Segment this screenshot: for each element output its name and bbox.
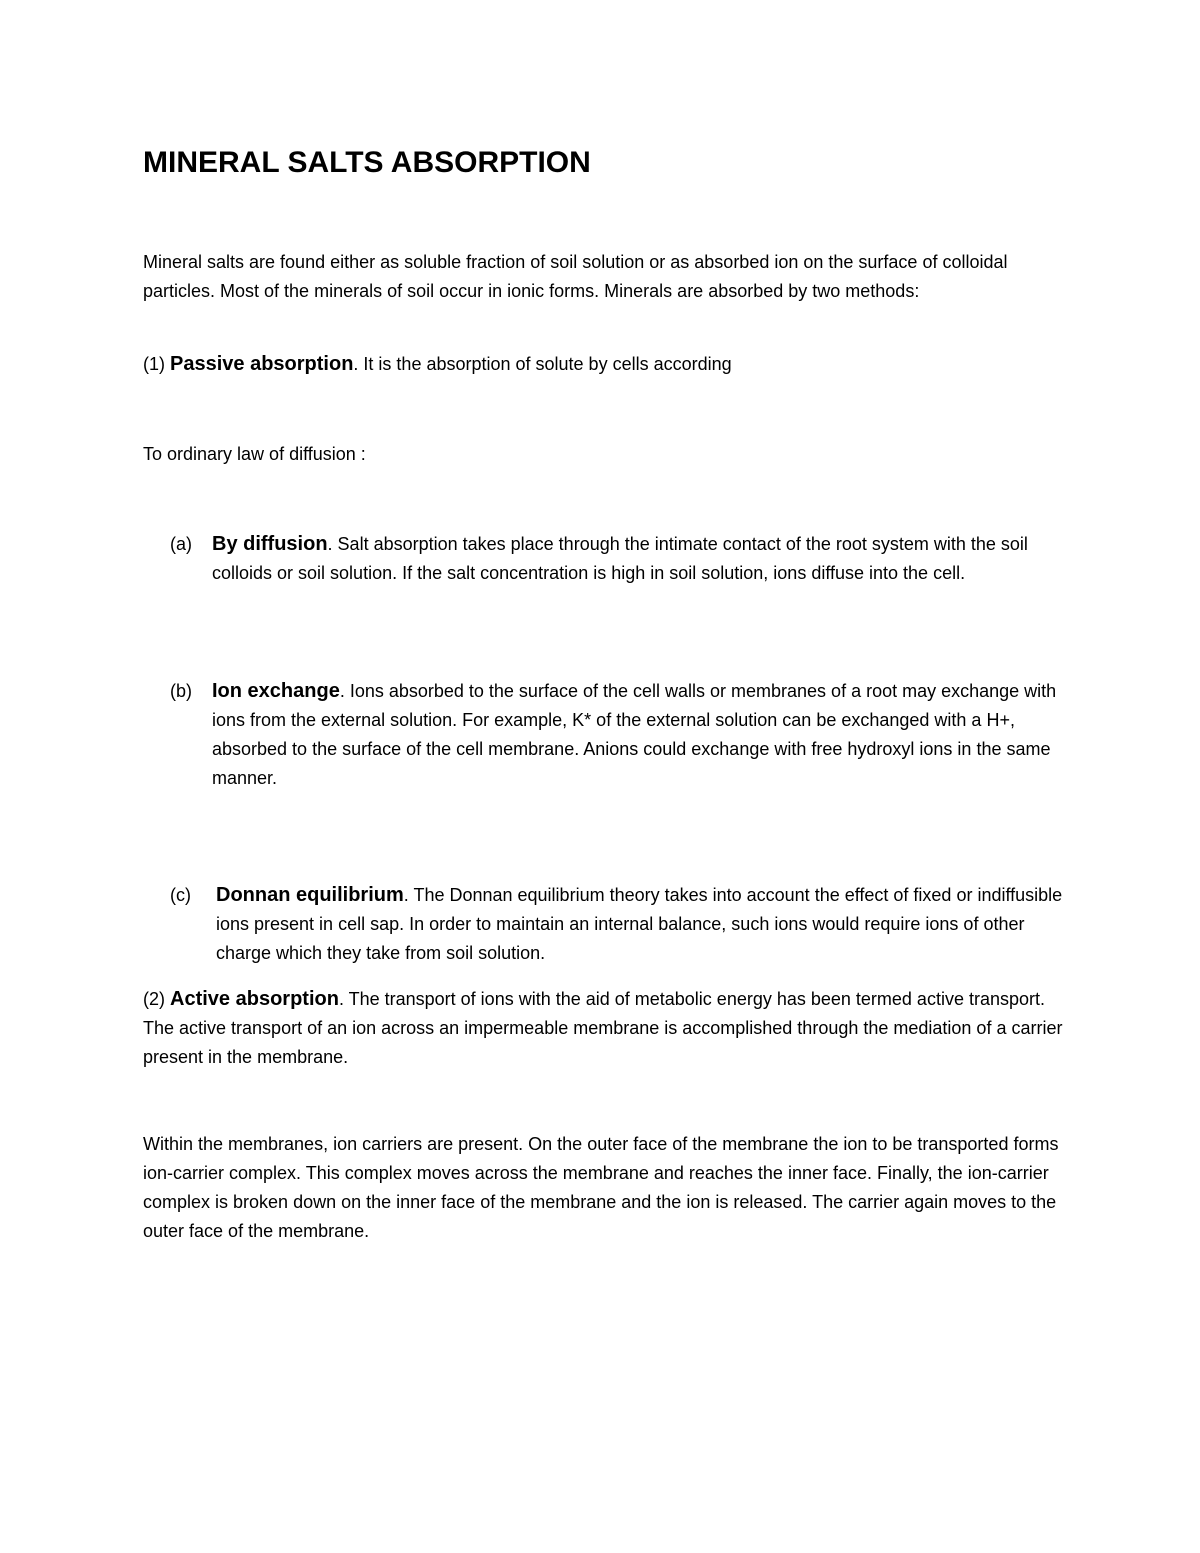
passive-text: . It is the absorption of solute by cells according (353, 354, 732, 374)
list-item-text: . Ions absorbed to the surface of the cell walls or membranes of a root may exchange with ions from the external solution. For example, K* of the external solution can be exchanged with a H+, absorbed to the surface of the cell membrane. Anions could exchange with free hydroxyl ions in the same manner. (212, 681, 1057, 788)
active-number: (2) (143, 989, 165, 1009)
list-marker: (a) (170, 534, 192, 554)
diffusion-law-paragraph: To ordinary law of diffusion : (143, 444, 366, 464)
active-text: . The transport of ions with the aid of metabolic energy has been termed active transport. The active transport of an ion across an impermeable membrane is accomplished through the mediation of a carrier present in the membrane. (143, 989, 1063, 1067)
list-item-heading: Donnan equilibrium (216, 884, 404, 906)
active-heading: Active absorption (170, 988, 339, 1010)
intro-paragraph: Mineral salts are found either as soluble fraction of soil solution or as absorbed ion on the surface of colloidal particles. Most of the minerals of soil occur in ionic forms. Minerals are absorbed by two methods: (143, 252, 1008, 301)
list-marker: (c) (170, 885, 191, 905)
document-title: MINERAL SALTS ABSORPTION (143, 146, 591, 179)
list-item-heading: By diffusion (212, 533, 328, 555)
list-item-heading: Ion exchange (212, 680, 340, 702)
list-marker: (b) (170, 681, 192, 701)
list-item-body (212, 677, 1065, 793)
list-item-donnan (170, 881, 1065, 968)
active-absorption-paragraph (143, 985, 1063, 1072)
passive-heading: Passive absorption (170, 353, 354, 375)
list-item-body (216, 881, 1065, 968)
list-item-diffusion (170, 530, 1065, 588)
list-item-text: . The Donnan equilibrium theory takes into account the effect of fixed or indiffusible ions present in cell sap. In order to maintain an internal balance, such ions would require ions of other charge which they take from soil solution. (216, 885, 1063, 963)
list-item-text: . Salt absorption takes place through the intimate contact of the root system with the soil colloids or soil solution. If the salt concentration is high in soil solution, ions diffuse into the cell. (212, 534, 1028, 583)
list-item-body (212, 530, 1065, 588)
passive-number: (1) (143, 354, 165, 374)
closing-paragraph: Within the membranes, ion carriers are present. On the outer face of the membrane the ion to be transported forms ion-carrier complex. This complex moves across the membrane and reaches the inner face. Finally, the ion-carrier complex is broken down on the inner face of the membrane and the ion is released. The carrier again moves to the outer face of the membrane. (143, 1134, 1059, 1241)
list-item-ion-exchange (170, 677, 1065, 793)
passive-absorption-paragraph (143, 350, 1063, 379)
